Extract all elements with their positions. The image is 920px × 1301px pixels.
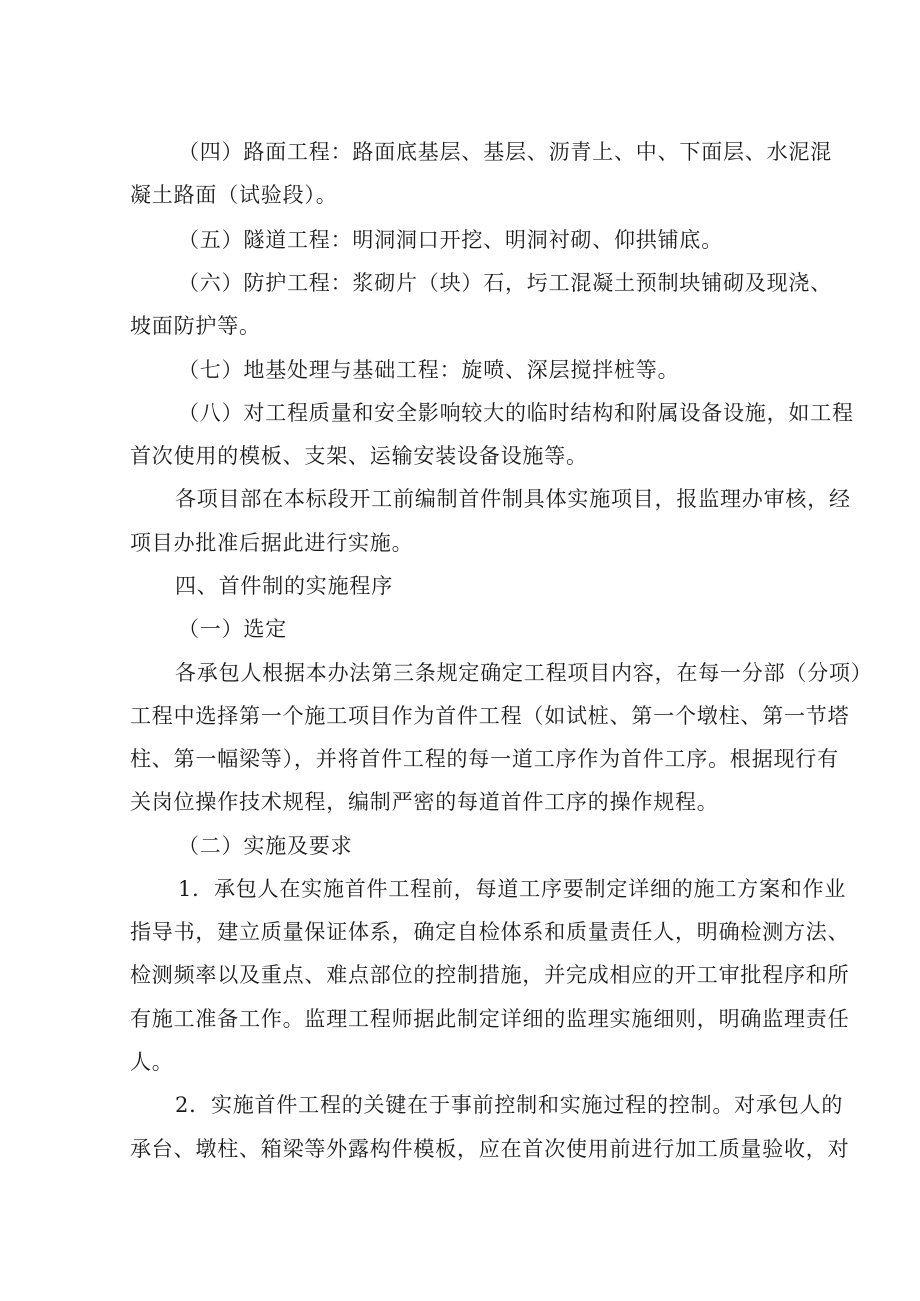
- text-line: 有施工准备工作。监理工程师据此制定详细的监理实施细则，明确监理责任: [130, 1007, 850, 1031]
- text-line: 项目办批准后据此进行实施。: [130, 531, 414, 555]
- subsection-heading: （一）选定: [178, 617, 287, 641]
- subsection-heading: （二）实施及要求: [178, 834, 353, 858]
- text-line: 承台、墩柱、箱梁等外露构件模板，应在首次使用前进行加工质量验收，对: [130, 1137, 850, 1161]
- section-heading: 四、首件制的实施程序: [175, 574, 393, 598]
- text-line: （八）对工程质量和安全影响较大的临时结构和附属设备设施，如工程: [178, 401, 854, 425]
- text-line: 1．承包人在实施首件工程前，每道工序要制定详细的施工方案和作业: [178, 877, 847, 901]
- text-line: （五）隧道工程：明洞洞口开挖、明洞衬砌、仰拱铺底。: [178, 228, 723, 252]
- text-line: （六）防护工程：浆砌片（块）石，圬工混凝土预制块铺砌及现浇、: [178, 271, 832, 295]
- text-line: 2．实施首件工程的关键在于事前控制和实施过程的控制。对承包人的: [175, 1093, 844, 1117]
- text-line: 各项目部在本标段开工前编制首件制具体实施项目，报监理办审核，经: [175, 487, 851, 511]
- text-line: 柱、第一幅梁等），并将首件工程的每一道工序作为首件工序。根据现行有: [130, 747, 839, 771]
- text-line: （七）地基处理与基础工程：旋喷、深层搅拌桩等。: [178, 358, 680, 382]
- text-line: 检测频率以及重点、难点部位的控制措施，并完成相应的开工审批程序和所: [130, 963, 850, 987]
- text-line: 关岗位操作技术规程，编制严密的每道首件工序的操作规程。: [130, 790, 719, 814]
- text-line: 人。: [130, 1050, 174, 1074]
- text-line: 凝土路面（试验段）。: [130, 183, 338, 207]
- text-line: 首次使用的模板、支架、运输安装设备设施等。: [130, 444, 588, 468]
- text-line: 指导书，建立质量保证体系，确定自检体系和质量责任人，明确检测方法、: [130, 920, 850, 944]
- text-line: （四）路面工程：路面底基层、基层、沥青上、中、下面层、水泥混: [178, 140, 832, 164]
- text-line: 工程中选择第一个施工项目作为首件工程（如试桩、第一个墩柱、第一节塔: [130, 704, 850, 728]
- text-line: 各承包人根据本办法第三条规定确定工程项目内容，在每一分部（分项）: [175, 661, 873, 685]
- text-line: 坡面防护等。: [130, 314, 261, 338]
